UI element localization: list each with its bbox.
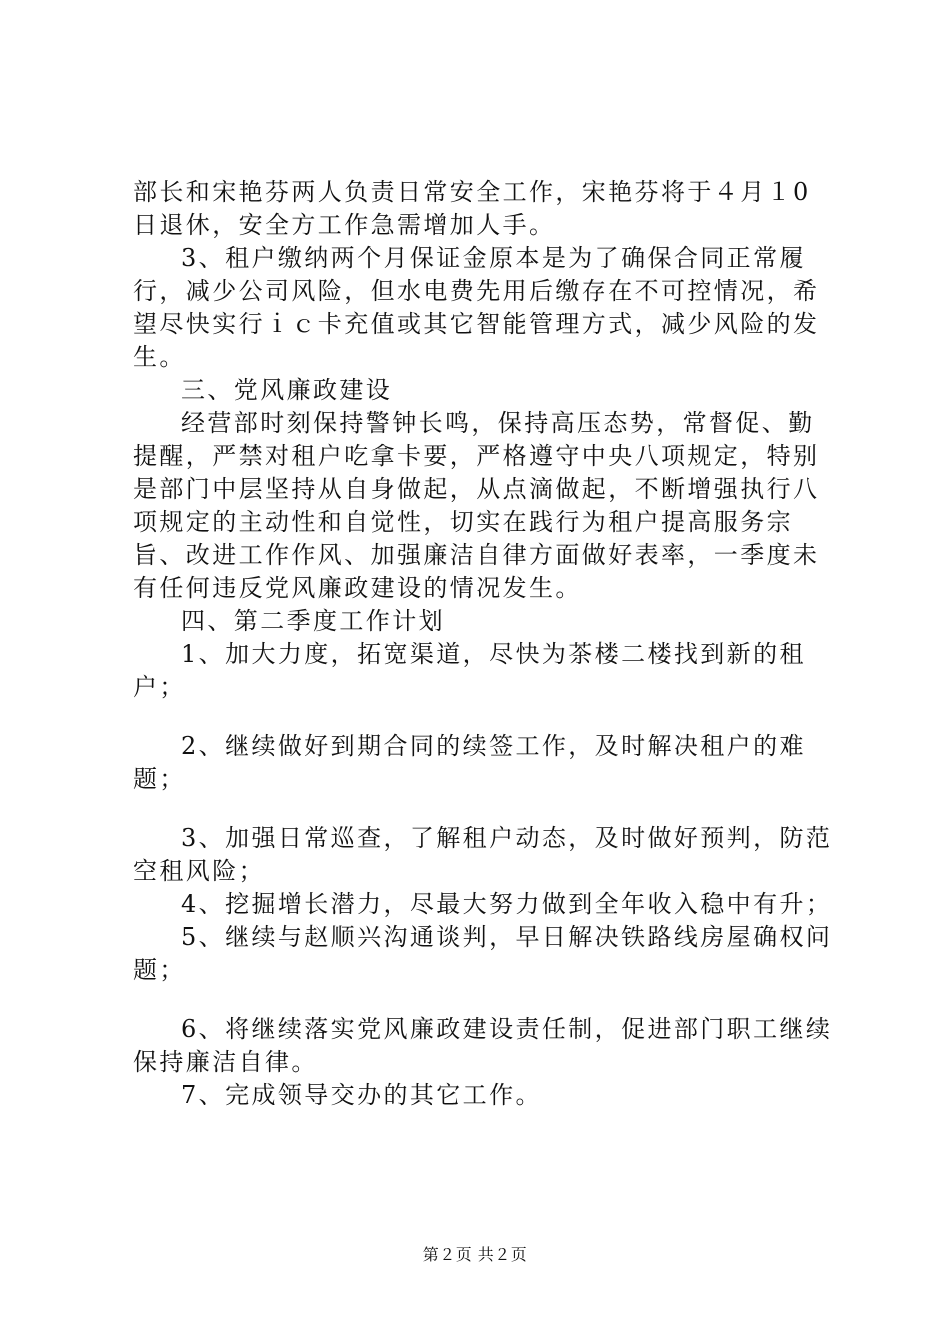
plan-item-1: 1、加大力度，拓宽渠道，尽快为茶楼二楼找到新的租户； bbox=[133, 640, 806, 701]
document-body bbox=[133, 176, 833, 1112]
plan-item-6: 6、将继续落实党风廉政建设责任制，促进部门职工继续保持廉洁自律。 bbox=[133, 1015, 833, 1076]
plan-item-3: 3、加强日常巡查，了解租户动态，及时做好预判，防范空租风险； bbox=[133, 824, 833, 885]
plan-item-5: 5、继续与赵顺兴沟通谈判，早日解决铁路线房屋确权问题； bbox=[133, 923, 833, 984]
plan-item-2: 2、继续做好到期合同的续签工作，及时解决租户的难题； bbox=[133, 732, 806, 793]
paragraph-party-conduct: 经营部时刻保持警钟长鸣，保持高压态势，常督促、勤提醒，严禁对租户吃拿卡要，严格遵守中央八项规定，特别是部门中层坚持从自身做起，从点滴做起，不断增强执行八项规定的主动性和自觉性，切实在践行为租户提高服务宗旨、改进工作作风、加强廉洁自律方面做好表率，一季度未有任何违反党风廉政建设的情况发生。 bbox=[133, 409, 820, 602]
page-footer bbox=[0, 1244, 950, 1266]
section-heading-party-conduct: 三、党风廉政建设 bbox=[181, 376, 393, 404]
paragraph-staffing-continued: 部长和宋艳芬两人负责日常安全工作，宋艳芬将于４月１0日退休，安全方工作急需增加人手。 bbox=[133, 178, 811, 239]
section-heading-q2-plan: 四、第二季度工作计划 bbox=[181, 607, 445, 635]
plan-item-7: 7、完成领导交办的其它工作。 bbox=[181, 1081, 542, 1109]
plan-item-4: 4、挖掘增长潜力，尽最大努力做到全年收入稳中有升； bbox=[181, 890, 833, 918]
paragraph-deposit-risk: 3、租户缴纳两个月保证金原本是为了确保合同正常履行，减少公司风险，但水电费先用后缴存在不可控情况，希望尽快实行ｉｃ卡充值或其它智能管理方式，减少风险的发生。 bbox=[133, 244, 820, 371]
page-number-label: 第２页 共２页 bbox=[422, 1245, 528, 1264]
